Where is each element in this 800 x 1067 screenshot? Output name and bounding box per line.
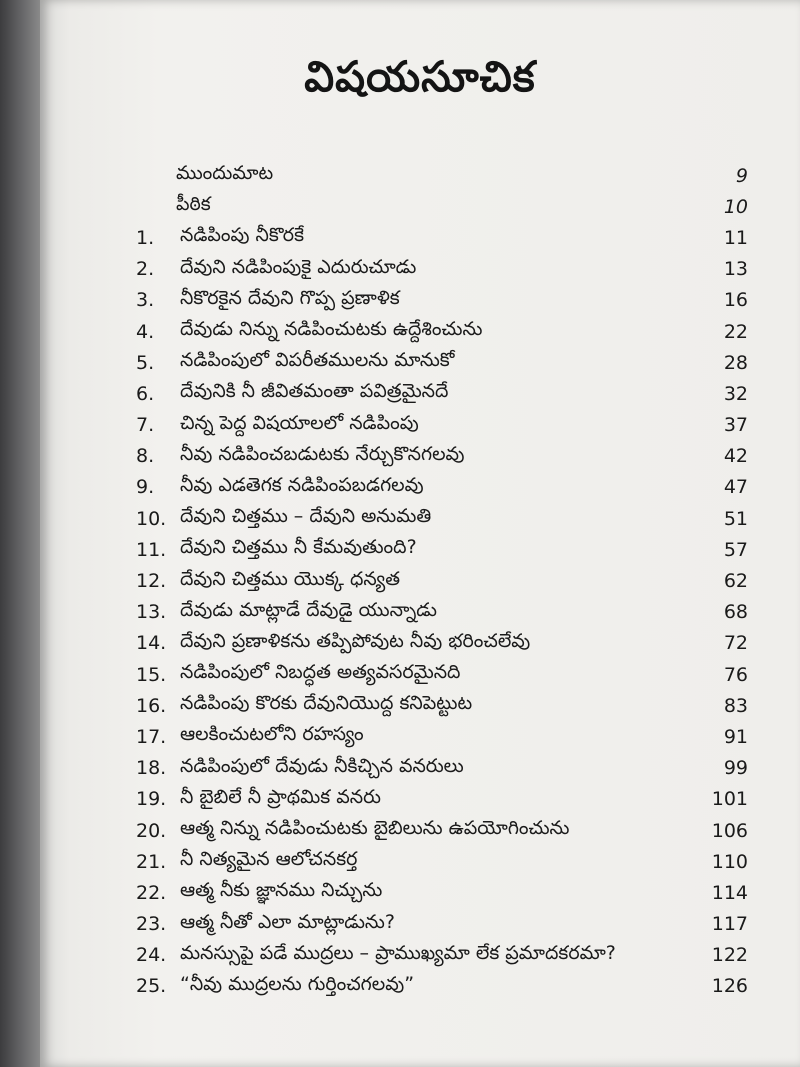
toc-entry-number: 7. (136, 414, 155, 437)
toc-entry-page: 110 (711, 850, 748, 873)
toc-entry-number: 11. (136, 538, 167, 561)
toc-entry-page: 16 (723, 289, 748, 312)
toc-entry-label: నీ బైబిలే నీ ప్రాథమిక వనరు (180, 785, 381, 808)
toc-entry-label: నడిపింపులో దేవుడు నీకిచ్చిన వనరులు (180, 754, 464, 777)
toc-entry-page: 83 (723, 694, 748, 717)
toc-row-chapter (136, 534, 748, 565)
toc-entry-number: 4. (136, 320, 155, 343)
toc-entry-page: 62 (723, 570, 748, 593)
toc-row-chapter (136, 690, 748, 721)
toc-entry-label: దేవునికి నీ జీవితమంతా పవిత్రమైనదే (180, 380, 449, 403)
toc-row-chapter (136, 254, 748, 285)
toc-entry-page: 57 (723, 538, 748, 561)
toc-entry-page: 11 (723, 226, 748, 249)
toc-entry-number: 2. (136, 258, 155, 281)
toc-entry-number: 3. (136, 289, 155, 312)
toc-entry-label: నడిపింపులో విపరీతములను మానుకో (180, 349, 455, 372)
toc-entry-number: 8. (136, 445, 155, 468)
toc-entry-label: నీ నిత్యమైన ఆలోచనకర్త (180, 848, 358, 871)
toc-entry-number: 25. (136, 975, 167, 998)
toc-entry-label: దేవుడు మాట్లాడే దేవుడై యున్నాడు (180, 598, 437, 621)
chapter-list (136, 222, 748, 1002)
toc-row-chapter (136, 815, 748, 846)
toc-entry-label: ముందుమాట (176, 162, 274, 185)
toc-entry-page: 91 (723, 725, 748, 748)
toc-entry-page: 114 (711, 881, 748, 904)
toc-entry-label: నడిపింపు కొరకు దేవునియొద్ద కనిపెట్టుట (180, 692, 473, 715)
toc-entry-page: 13 (723, 258, 748, 281)
toc-entry-page: 72 (723, 632, 748, 655)
toc-entry-page: 47 (723, 476, 748, 499)
toc-entry-page: 10 (723, 195, 748, 218)
toc-row-chapter (136, 784, 748, 815)
toc-entry-page: 122 (711, 944, 748, 967)
toc-entry-page: 32 (723, 382, 748, 405)
toc-entry-page: 117 (711, 913, 748, 936)
toc-row-chapter (136, 659, 748, 690)
toc-entry-page: 37 (723, 414, 748, 437)
toc-entry-label: నడిపింపు నీకొరకే (180, 224, 304, 247)
toc-entry-label: దేవుని చిత్తము – దేవుని అనుమతి (180, 505, 432, 528)
toc-entry-label: ఆత్మ నిన్ను నడిపించుటకు బైబిలును ఉపయోగించును (180, 817, 570, 840)
toc-entry-number: 18. (136, 757, 167, 780)
toc-entry-number: 12. (136, 570, 167, 593)
toc-row-chapter (136, 410, 748, 441)
toc-entry-label: నీవు నడిపించబడుటకు నేర్చుకొనగలవు (180, 442, 465, 465)
toc-entry-number: 16. (136, 694, 167, 717)
toc-row-chapter (136, 472, 748, 503)
toc-entry-number: 24. (136, 944, 167, 967)
page-title: విషయసూచిక (304, 52, 536, 101)
toc-entry-label: ఆత్మ నీతో ఎలా మాట్లాడును? (180, 910, 395, 933)
book-binding (0, 0, 40, 1067)
toc-entry-label: నీవు ఎడతెగక నడిపింపబడగలవు (180, 473, 424, 496)
toc-row-chapter (136, 347, 748, 378)
toc-row-chapter (136, 378, 748, 409)
toc-row-chapter (136, 503, 748, 534)
toc-row-chapter (136, 222, 748, 253)
toc-entry-label: ఆలకించుటలోని రహస్యం (180, 723, 364, 746)
toc-entry-label: నీకొరకైన దేవుని గొప్ప ప్రణాళిక (180, 286, 400, 309)
toc-entry-page: 101 (711, 788, 748, 811)
toc-entry-label: చిన్న పెద్ద విషయాలలో నడిపింపు (180, 411, 419, 434)
toc-entry-page: 28 (723, 351, 748, 374)
toc-row-chapter (136, 565, 748, 596)
table-of-contents (136, 160, 748, 1002)
toc-row-chapter (136, 909, 748, 940)
toc-row-chapter (136, 877, 748, 908)
toc-entry-label: దేవుని చిత్తము నీ కేమవుతుంది? (180, 536, 417, 559)
toc-row-chapter (136, 971, 748, 1002)
toc-entry-number: 19. (136, 788, 167, 811)
toc-entry-number: 6. (136, 382, 155, 405)
toc-entry-label: “నీవు ముద్రలను గుర్తించగలవు” (180, 972, 415, 995)
toc-entry-label: మనస్సుపై పడే ముద్రలు – ప్రాముఖ్యమా లేక ప్రమాదకరమా? (180, 941, 616, 964)
toc-row-chapter (136, 846, 748, 877)
toc-entry-page: 9 (735, 164, 748, 187)
toc-row-chapter (136, 316, 748, 347)
toc-entry-number: 5. (136, 351, 155, 374)
toc-row-chapter (136, 753, 748, 784)
toc-row-chapter (136, 597, 748, 628)
toc-entry-number: 17. (136, 725, 167, 748)
toc-entry-label: దేవుడు నిన్ను నడిపించుటకు ఉద్దేశించును (180, 318, 483, 341)
toc-entry-page: 76 (723, 663, 748, 686)
toc-entry-number: 1. (136, 226, 155, 249)
toc-entry-label: దేవుని ప్రణాళికను తప్పిపోవుట నీవు భరించలేవు (180, 629, 531, 652)
toc-entry-number: 21. (136, 850, 167, 873)
toc-row-chapter (136, 940, 748, 971)
toc-entry-number: 15. (136, 663, 167, 686)
toc-entry-page: 42 (723, 445, 748, 468)
toc-entry-number: 14. (136, 632, 167, 655)
toc-row-chapter (136, 285, 748, 316)
toc-entry-page: 106 (711, 819, 748, 842)
toc-row-front-matter (136, 160, 748, 191)
toc-entry-page: 99 (723, 757, 748, 780)
toc-row-chapter (136, 721, 748, 752)
toc-entry-label: పీఠిక (176, 193, 211, 216)
toc-entry-page: 51 (723, 507, 748, 530)
toc-entry-label: దేవుని నడిపింపుకై ఎదురుచూడు (180, 255, 417, 278)
toc-row-chapter (136, 628, 748, 659)
toc-entry-label: దేవుని చిత్తము యొక్క ధన్యత (180, 567, 400, 590)
toc-row-front-matter (136, 191, 748, 222)
toc-entry-page: 126 (711, 975, 748, 998)
toc-entry-label: నడిపింపులో నిబద్ధత అత్యవసరమైనది (180, 661, 461, 684)
toc-entry-page: 22 (723, 320, 748, 343)
toc-entry-label: ఆత్మ నీకు జ్ఞానము నిచ్చును (180, 879, 383, 902)
toc-row-chapter (136, 441, 748, 472)
toc-entry-number: 23. (136, 913, 167, 936)
toc-entry-number: 13. (136, 601, 167, 624)
toc-entry-number: 22. (136, 881, 167, 904)
toc-entry-number: 10. (136, 507, 167, 530)
toc-entry-number: 9. (136, 476, 155, 499)
toc-entry-page: 68 (723, 601, 748, 624)
toc-entry-number: 20. (136, 819, 167, 842)
book-page (40, 0, 800, 1067)
